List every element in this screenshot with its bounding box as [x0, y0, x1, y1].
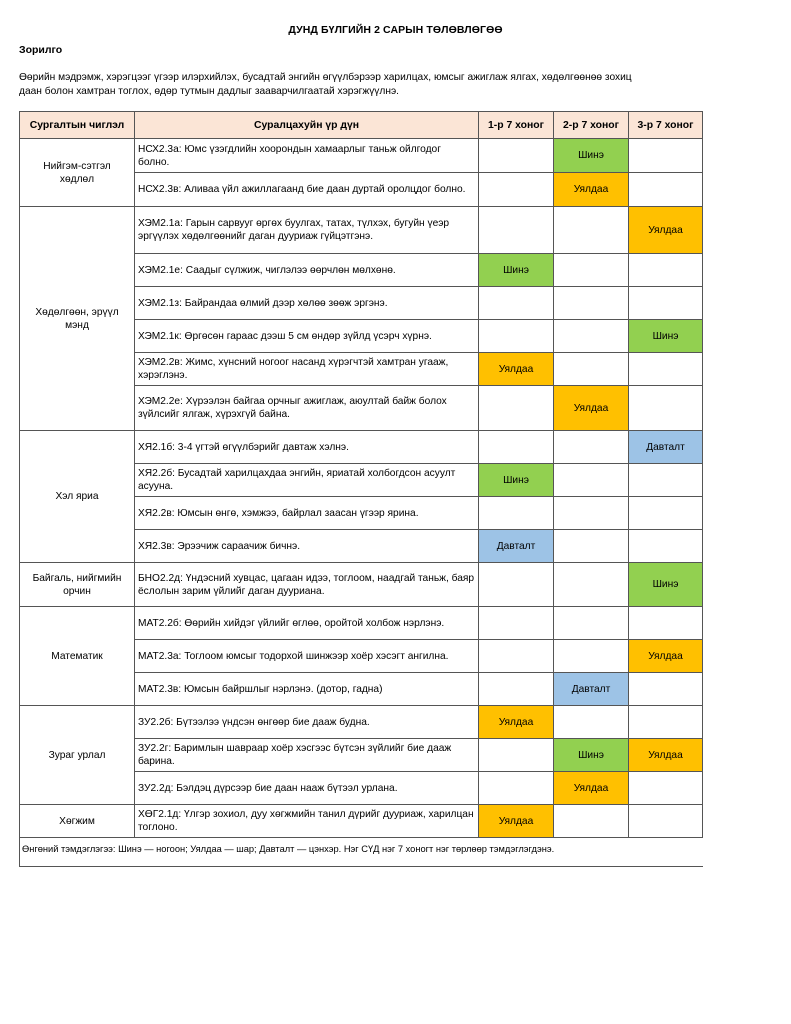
week-2-cell [554, 640, 629, 673]
week-2-cell: Уялдаа [554, 173, 629, 207]
week-3-cell [629, 607, 703, 640]
week-1-cell [479, 386, 554, 431]
week-2-cell [554, 320, 629, 353]
header-week-3: 3-р 7 хоног [629, 112, 703, 139]
table-row [20, 563, 703, 607]
week-3-cell: Уялдаа [629, 640, 703, 673]
goal-label: Зорилго [19, 44, 63, 56]
week-2-cell: Давталт [554, 673, 629, 706]
learning-outcome-cell: МАТ2.3в: Юмсын байршлыг нэрлэнэ. (дотор, гадна) [135, 673, 479, 706]
table-row [20, 706, 703, 739]
learning-outcome-cell: ЗУ2.2г: Баримлын шавраар хоёр хэсгээс бүтсэн зүйлийг бие дааж барина. [135, 739, 479, 772]
learning-outcome-cell: ХЯ2.2б: Бусадтай харилцахдаа энгийн, яриатай холбогдсон асуулт асууна. [135, 464, 479, 497]
week-3-cell: Шинэ [629, 563, 703, 607]
week-2-cell: Шинэ [554, 739, 629, 772]
week-1-cell [479, 431, 554, 464]
week-3-cell [629, 173, 703, 207]
learning-outcome-cell: МАТ2.3а: Тоглоом юмсыг тодорхой шинжээр хоёр хэсэгт ангилна. [135, 640, 479, 673]
week-2-cell [554, 254, 629, 287]
week-1-cell [479, 207, 554, 254]
header-week-2: 2-р 7 хоног [554, 112, 629, 139]
table-row [20, 207, 703, 254]
learning-area-cell: Зураг урлал [20, 706, 135, 805]
learning-outcome-cell: ЗУ2.2д: Бэлдэц дүрсээр бие даан нааж бүтээл урлана. [135, 772, 479, 805]
week-1-cell [479, 287, 554, 320]
week-3-cell [629, 805, 703, 838]
week-2-cell [554, 530, 629, 563]
week-2-cell: Уялдаа [554, 386, 629, 431]
week-3-cell [629, 772, 703, 805]
learning-outcome-cell: ХЭМ2.1к: Өргөсөн гараас дээш 5 см өндөр зүйлд үсэрч хүрнэ. [135, 320, 479, 353]
learning-outcome-cell: МАТ2.2б: Өөрийн хийдэг үйлийг өглөө, оройтой холбож нэрлэнэ. [135, 607, 479, 640]
page-title: ДУНД БҮЛГИЙН 2 САРЫН ТӨЛӨВЛӨГӨӨ [288, 24, 503, 36]
plan-table [19, 111, 703, 867]
week-1-cell [479, 739, 554, 772]
table-row [20, 139, 703, 173]
week-3-cell [629, 706, 703, 739]
learning-outcome-cell: БНО2.2д: Үндэсний хувцас, цагаан идээ, тоглоом, наадгай таньж, баяр ёслолын зарим үйлийг даган дууриана. [135, 563, 479, 607]
week-1-cell [479, 497, 554, 530]
learning-outcome-cell: ХЭМ2.1е: Саадыг сүлжиж, чиглэлээ өөрчлөн мөлхөнө. [135, 254, 479, 287]
learning-outcome-cell: ХӨГ2.1д: Үлгэр зохиол, дуу хөгжмийн танил дүрийг дууриаж, харилцан тоглоно. [135, 805, 479, 838]
week-1-cell: Давталт [479, 530, 554, 563]
week-1-cell [479, 640, 554, 673]
goal-text [19, 71, 719, 99]
week-2-cell [554, 464, 629, 497]
learning-area-cell: Математик [20, 607, 135, 706]
week-3-cell [629, 287, 703, 320]
week-1-cell [479, 607, 554, 640]
learning-outcome-cell: ХЯ2.3в: Эрээчиж сараачиж бичнэ. [135, 530, 479, 563]
week-3-cell [629, 464, 703, 497]
week-2-cell [554, 431, 629, 464]
color-legend-note: Өнгөний тэмдэглэгээ: Шинэ — ногоон; Уялдаа — шар; Давталт — цэнхэр. Нэг СҮД нэг 7 хоногт нэг төрлөөр тэмдэглэгдэнэ. [20, 838, 703, 867]
week-3-cell [629, 386, 703, 431]
week-2-cell: Шинэ [554, 139, 629, 173]
legend-row [20, 838, 703, 867]
learning-area-cell: Хөдөлгөөн, эрүүл мэнд [20, 207, 135, 431]
week-1-cell: Шинэ [479, 464, 554, 497]
learning-outcome-cell: ХЯ2.1б: 3-4 үгтэй өгүүлбэрийг давтаж хэлнэ. [135, 431, 479, 464]
learning-area-cell: Нийгэм-сэтгэл хөдлөл [20, 139, 135, 207]
table-row [20, 805, 703, 838]
week-2-cell [554, 607, 629, 640]
goal-line: даан болон хамтран тоглох, өдөр тутмын дадлыг зааварчилгаатай хэрэгжүүлнэ. [19, 86, 399, 97]
week-3-cell [629, 530, 703, 563]
table-row [20, 607, 703, 640]
learning-outcome-cell: ХЭМ2.2е: Хүрээлэн байгаа орчныг ажиглаж, аюултай байж болох зүйлсийг ялгаж, хүрэхгүй байна. [135, 386, 479, 431]
week-1-cell: Уялдаа [479, 353, 554, 386]
header-week-1: 1-р 7 хоног [479, 112, 554, 139]
learning-outcome-cell: ХЭМ2.1а: Гарын сарвууг өргөх буулгах, татах, түлхэх, бугуйн үеэр эргүүлэх хөдөлгөөнийг даган дууриаж гүйцэтгэнэ. [135, 207, 479, 254]
table-row [20, 431, 703, 464]
week-2-cell [554, 497, 629, 530]
week-1-cell [479, 673, 554, 706]
week-3-cell [629, 673, 703, 706]
learning-outcome-cell: НСХ2.3а: Юмс үзэгдлийн хоорондын хамаарлыг таньж ойлгодог болно. [135, 139, 479, 173]
learning-area-cell: Байгаль, нийгмийн орчин [20, 563, 135, 607]
week-1-cell [479, 139, 554, 173]
week-1-cell: Уялдаа [479, 706, 554, 739]
week-1-cell: Шинэ [479, 254, 554, 287]
week-1-cell: Уялдаа [479, 805, 554, 838]
week-3-cell [629, 497, 703, 530]
learning-outcome-cell: ХЭМ2.1з: Байрандаа өлмий дээр хөлөө зөөж эргэнэ. [135, 287, 479, 320]
week-3-cell [629, 139, 703, 173]
week-3-cell [629, 254, 703, 287]
week-1-cell [479, 563, 554, 607]
week-2-cell: Уялдаа [554, 772, 629, 805]
learning-area-cell: Хөгжим [20, 805, 135, 838]
week-3-cell: Уялдаа [629, 739, 703, 772]
week-1-cell [479, 173, 554, 207]
header-area: Сургалтын чиглэл [20, 112, 135, 139]
week-2-cell [554, 805, 629, 838]
week-3-cell: Шинэ [629, 320, 703, 353]
learning-outcome-cell: НСХ2.3в: Аливаа үйл ажиллагаанд бие даан дуртай оролцдог болно. [135, 173, 479, 207]
week-2-cell [554, 706, 629, 739]
table-header-row [20, 112, 703, 139]
week-2-cell [554, 563, 629, 607]
week-1-cell [479, 772, 554, 805]
week-2-cell [554, 353, 629, 386]
week-3-cell [629, 353, 703, 386]
learning-area-cell: Хэл яриа [20, 431, 135, 563]
table-body [20, 139, 703, 838]
header-outcome: Суралцахуйн үр дүн [135, 112, 479, 139]
learning-outcome-cell: ЗУ2.2б: Бүтээлээ үндсэн өнгөөр бие дааж будна. [135, 706, 479, 739]
learning-outcome-cell: ХЭМ2.2в: Жимс, хүнсний ногоог насанд хүрэгчтэй хамтран угааж, хэрэглэнэ. [135, 353, 479, 386]
week-3-cell: Давталт [629, 431, 703, 464]
week-1-cell [479, 320, 554, 353]
week-3-cell: Уялдаа [629, 207, 703, 254]
week-2-cell [554, 207, 629, 254]
learning-outcome-cell: ХЯ2.2в: Юмсын өнгө, хэмжээ, байрлал заасан үгээр ярина. [135, 497, 479, 530]
goal-line: Өөрийн мэдрэмж, хэрэгцээг үгээр илэрхийлэх, бусадтай энгийн өгүүлбэрээр харилцах, юмсыг ажиглаж ялгах, хөдөлгөөнөө зохиц [19, 72, 632, 83]
week-2-cell [554, 287, 629, 320]
